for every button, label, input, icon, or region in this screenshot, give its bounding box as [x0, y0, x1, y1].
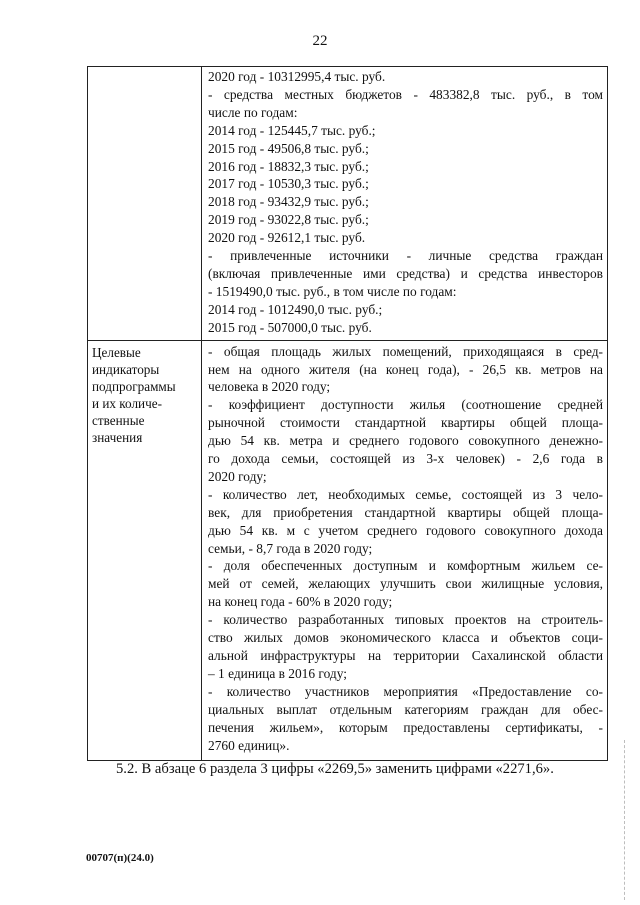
- text-line: - количество лет, необходимых семье, состоящей из 3 чело-: [208, 486, 603, 502]
- footer-document-code: 00707(п)(24.0): [86, 852, 154, 864]
- text-line: 2020 год - 92612,1 тыс. руб.: [208, 230, 366, 246]
- text-line: человека в 2020 году;: [208, 379, 331, 395]
- text-line: 2014 год - 1012490,0 тыс. руб.;: [208, 301, 383, 317]
- row2-content-text: [202, 341, 607, 761]
- row2-content-cell: [202, 340, 608, 761]
- row1-content-text: [202, 67, 607, 340]
- text-line: 2019 год - 93022,8 тыс. руб.;: [208, 212, 369, 228]
- text-line: – 1 единица в 2016 году;: [208, 665, 347, 681]
- text-line: ство жилых домов экономического класса и объектов соци-: [208, 630, 603, 646]
- text-line: рыночной стоимости стандартной квартиры общей площа-: [208, 415, 603, 431]
- text-line: нем на одного жителя (на конец года), - 26,5 кв. метров на: [208, 361, 603, 377]
- program-table: [87, 66, 608, 761]
- text-line: 2015 год - 49506,8 тыс. руб.;: [208, 140, 369, 156]
- text-line: - количество участников мероприятия «Предоставление со-: [208, 683, 603, 699]
- text-line: 2015 год - 507000,0 тыс. руб.: [208, 319, 372, 335]
- text-line: дью 54 кв. метра и среднего годового совокупного денежно-: [208, 433, 603, 449]
- text-line: 2020 год - 10312995,4 тыс. руб.: [208, 69, 386, 84]
- row1-content-cell: [202, 67, 608, 341]
- table-row: [88, 67, 608, 341]
- text-line: мей от семей, желающих улучшить свои жилищные условия,: [208, 576, 603, 592]
- text-line: 2020 году;: [208, 468, 267, 484]
- text-line: 2018 год - 93432,9 тыс. руб.;: [208, 194, 369, 210]
- text-line: - 1519490,0 тыс. руб., в том числе по годам:: [208, 283, 457, 299]
- table-row: [88, 340, 608, 761]
- text-line: числе по годам:: [208, 104, 298, 120]
- row1-label-cell: [88, 67, 202, 341]
- text-line: 2014 год - 125445,7 тыс. руб.;: [208, 122, 376, 138]
- row2-label-text: Целевые индикаторы подпрограммы и их количе- ственные значения: [92, 344, 176, 445]
- text-line: - количество разработанных типовых проектов на строитель-: [208, 612, 603, 628]
- text-line: го дохода семьи, состоящей из 3-х человек) - 2,6 года в: [208, 451, 603, 467]
- text-line: семьи, - 8,7 года в 2020 году;: [208, 540, 373, 556]
- page-number: 22: [312, 33, 328, 49]
- text-line: 2017 год - 10530,3 тыс. руб.;: [208, 176, 369, 192]
- text-line: - коэффициент доступности жилья (соотношение средней: [208, 397, 603, 413]
- text-line: (включая привлеченные ими средства) и средства инвесторов: [208, 265, 603, 281]
- text-line: на конец года - 60% в 2020 году;: [208, 594, 393, 610]
- row2-label-cell: [88, 340, 202, 761]
- text-line: век, для приобретения стандартной квартиры общей площа-: [208, 504, 603, 520]
- text-line: альной инфраструктуры на территории Сахалинской области: [208, 648, 603, 663]
- text-line: - средства местных бюджетов - 483382,8 тыс. руб., в том: [208, 86, 603, 102]
- text-line: - общая площадь жилых помещений, приходящаяся в сред-: [208, 343, 603, 359]
- scan-edge-mark: [624, 740, 626, 900]
- text-line: 2760 единиц».: [208, 737, 290, 753]
- text-line: - привлеченные источники - личные средства граждан: [208, 248, 603, 264]
- text-line: 2016 год - 18832,3 тыс. руб.;: [208, 158, 369, 174]
- text-line: циальных выплат отдельным категориям граждан для обес-: [208, 701, 603, 717]
- text-line: печения жильем», которым предоставлены сертификаты, -: [208, 719, 603, 735]
- amendment-paragraph: 5.2. В абзаце 6 раздела 3 цифры «2269,5» заменить цифрами «2271,6».: [116, 761, 554, 777]
- text-line: дью 54 кв. м с учетом среднего годового совокупного дохода: [208, 522, 603, 538]
- text-line: - доля обеспеченных доступным и комфортным жильем се-: [208, 558, 603, 574]
